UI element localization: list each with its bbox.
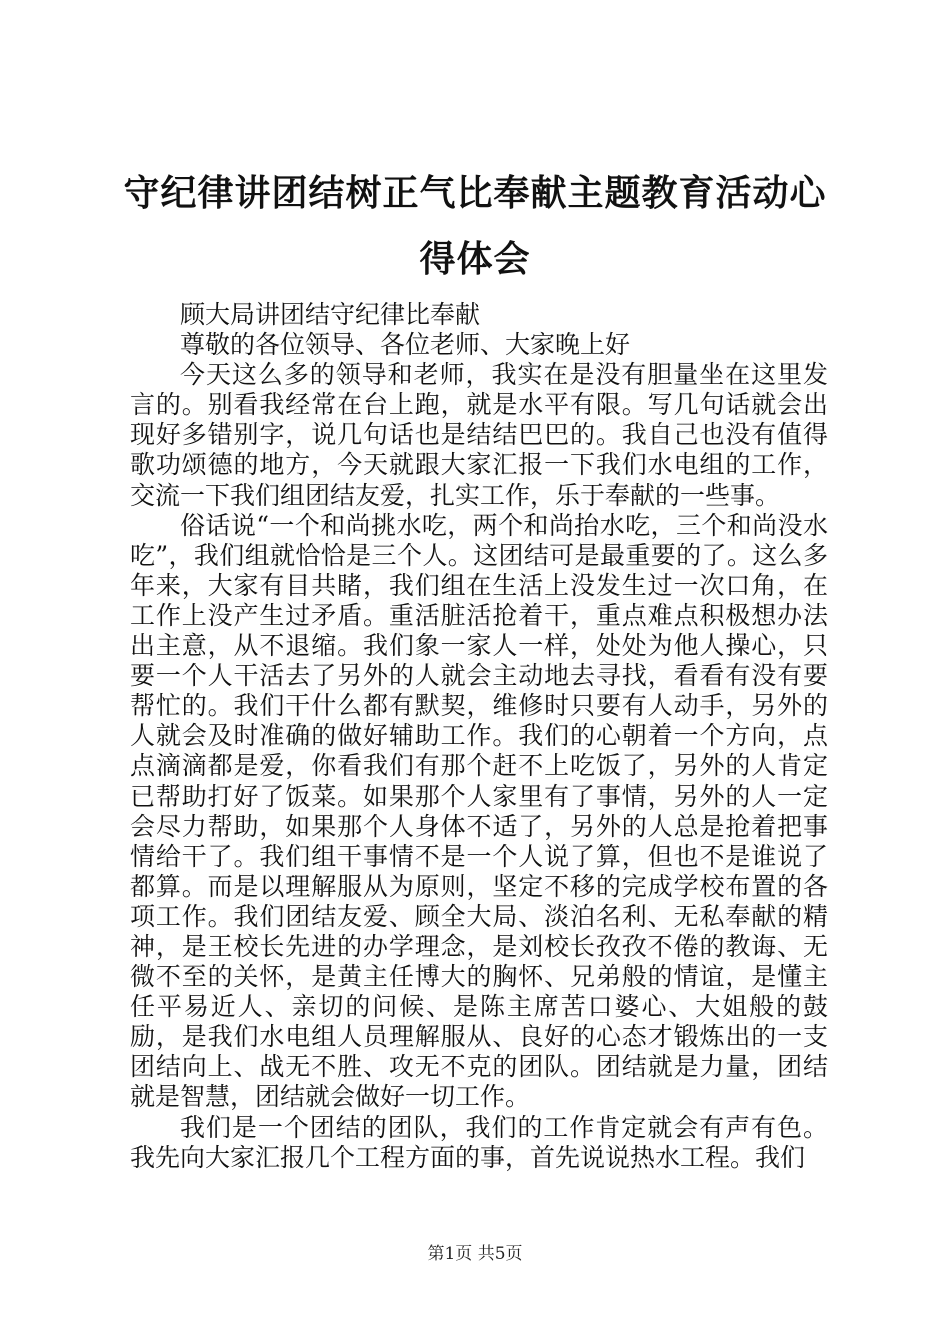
paragraph-intro: 今天这么多的领导和老师，我实在是没有胆量坐在这里发言的。别看我经常在台上跑，就是水平有限。写几句话就会出现好多错别字，说几句话也是结结巴巴的。我自己也没有值得歌功颂德的地方，今天就跟大家汇报一下我们水电组的工作，交流一下我们组团结友爱，扎实工作，乐于奉献的一些事。 — [130, 360, 828, 510]
paragraph-greeting: 尊敬的各位领导、各位老师、大家晚上好 — [180, 330, 631, 360]
paragraph-unity: 俗话说“一个和尚挑水吃，两个和尚抬水吃，三个和尚没水吃”，我们组就恰恰是三个人。这团结可是最重要的了。这么多年来，大家有目共睹，我们组在生活上没发生过一次口角，在工作上没产生过矛盾。重活脏活抢着干，重点难点积极想办法出主意，从不退缩。我们象一家人一样，处处为他人操心，只要一个人干活去了另外的人就会主动地去寻找，看看有没有要帮忙的。我们干什么都有默契，维修时只要有人动手，另外的人就会及时准确的做好辅助工作。我们的心朝着一个方向，点点滴滴都是爱，你看我们有那个赶不上吃饭了，另外的人肯定已帮助打好了饭菜。如果那个人家里有了事情，另外的人一定会尽力帮助，如果那个人身体不适了，另外的人总是抢着把事情给干了。我们组干事情不是一个人说了算，但也不是谁说了都算。而是以理解服从为原则，坚定不移的完成学校布置的各项工作。我们团结友爱、顾全大局、淡泊名利、无私奉献的精神，是王校长先进的办学理念，是刘校长孜孜不倦的教诲、无微不至的关怀，是黄主任博大的胸怀、兄弟般的情谊，是懂主任平易近人、亲切的问候、是陈主席苦口婆心、大姐般的鼓励，是我们水电组人员理解服从、良好的心态才锻炼出的一支团结向上、战无不胜、攻无不克的团队。团结就是力量，团结就是智慧，团结就会做好一切工作。 — [130, 510, 828, 1112]
document-body — [130, 300, 828, 1173]
page-number-footer: 第1页 共5页 — [427, 1244, 523, 1264]
document-title: 守纪律讲团结树正气比奉献主题教育活动心得体会 — [123, 172, 827, 280]
paragraph-projects: 我们是一个团结的团队，我们的工作肯定就会有声有色。我先向大家汇报几个工程方面的事，首先说说热水工程。我们 — [130, 1112, 828, 1172]
paragraph-subtitle: 顾大局讲团结守纪律比奉献 — [180, 300, 481, 329]
